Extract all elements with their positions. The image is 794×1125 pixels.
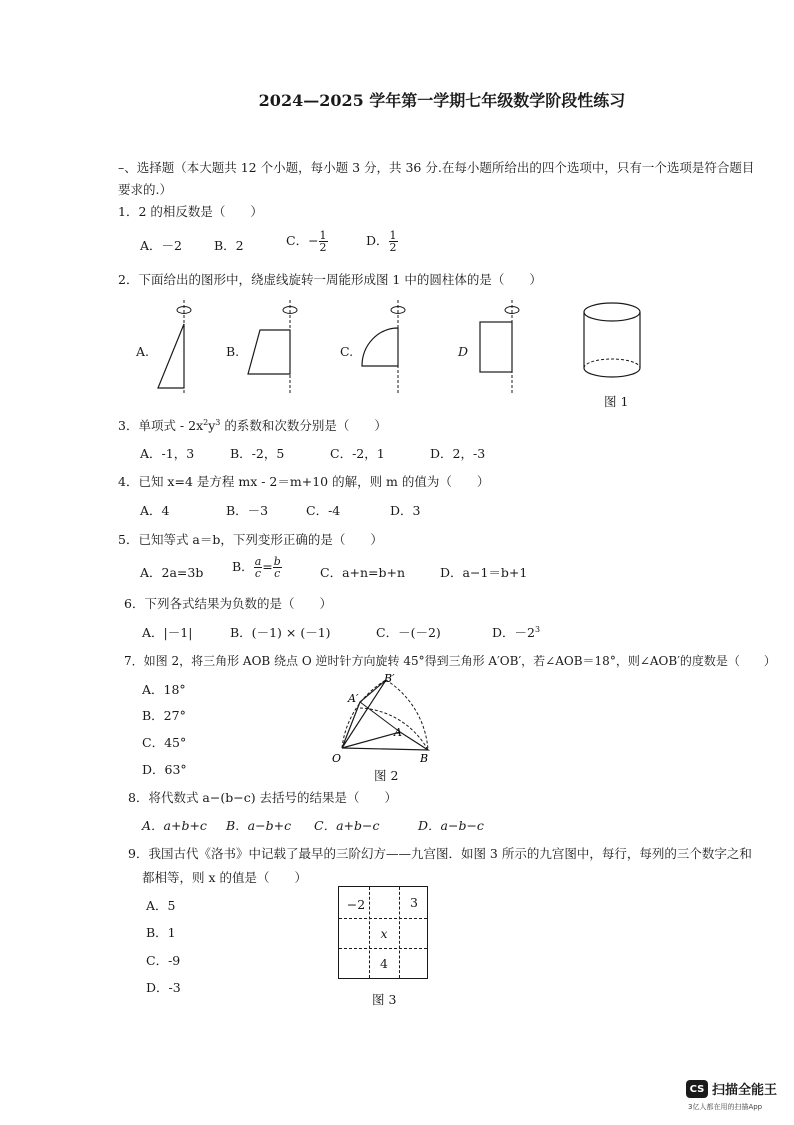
q7-label-o: O — [332, 752, 342, 765]
q7-label-a-prime: A′ — [348, 692, 359, 705]
q2-stem: 2．下面给出的图形中，绕虚线旋转一周能形成图 1 中的圆柱体的是（ ） — [118, 272, 542, 287]
q7-option-d: D．63° — [142, 762, 187, 777]
q1-option-a: A．－2 — [140, 238, 182, 253]
q9-figure-caption: 图 3 — [372, 992, 397, 1007]
q6-option-d-exp: 3 — [534, 624, 541, 634]
q4-stem: 4．已知 x=4 是方程 mx - 2＝m+10 的解，则 m 的值为（ ） — [118, 474, 490, 489]
q2-figure-a — [150, 296, 200, 396]
q1-option-c — [286, 230, 328, 253]
q2-option-c: C. — [340, 344, 354, 359]
grid-cell-r3c2: 4 — [380, 956, 388, 971]
magic-square-grid — [338, 886, 428, 979]
q8-option-b: B．a−b+c — [226, 818, 292, 833]
q6-option-d — [492, 623, 540, 641]
q1-option-d — [366, 230, 398, 253]
q2-figure-c — [358, 296, 418, 396]
q9-stem-line1: 9．我国古代《洛书》中记载了最早的三阶幻方——九宫图．如图 3 所示的九宫图中，每行，每列的三个数字之和 — [128, 846, 752, 861]
q3-stem-post: 的系数和次数分别是（ ） — [220, 418, 387, 433]
section-instructions-line1: –、选择题（本大题共 12 个小题，每小题 3 分，共 36 分.在每小题所给出的四个选项中，只有一个选项是符合题目 — [118, 160, 755, 175]
q9-option-b: B．1 — [146, 925, 176, 940]
q1-d-denominator: 2 — [389, 241, 397, 254]
q1-d-numerator: 1 — [389, 229, 397, 242]
q3-option-d: D．2，-3 — [430, 446, 486, 461]
q8-stem: 8．将代数式 a−(b−c) 去括号的结果是（ ） — [128, 790, 398, 805]
q3-option-b: B．-2，5 — [230, 446, 285, 461]
q2-figure-caption: 图 1 — [604, 394, 629, 409]
q3-sup2: 3 — [215, 417, 221, 427]
q8-option-a: A．a+b+c — [142, 818, 207, 833]
q5-option-b — [232, 556, 282, 579]
q2-option-a: A. — [136, 344, 150, 359]
q9-option-d: D．-3 — [146, 980, 181, 995]
q1-option-c-fraction — [319, 230, 328, 253]
q7-figure-caption: 图 2 — [374, 768, 399, 783]
grid-cell-r2c2: x — [380, 926, 388, 941]
q5-b-fraction-right — [273, 556, 282, 579]
q7-label-b: B — [420, 752, 429, 765]
q6-stem: 6．下列各式结果为负数的是（ ） — [124, 596, 332, 611]
q5-b-den2: c — [274, 567, 281, 580]
q2-option-d: D — [458, 344, 469, 359]
q3-stem-mid: y — [208, 418, 216, 433]
q2-figure-b — [240, 296, 310, 396]
q4-option-a: A．4 — [140, 503, 170, 518]
q9-option-a: A．5 — [146, 898, 176, 913]
grid-cell-r1c1: −2 — [346, 897, 366, 912]
q7-label-b-prime: B′ — [384, 672, 395, 685]
q9-stem-line2: 都相等，则 x 的值是（ ） — [142, 870, 307, 885]
q6-option-d-base: D．－2 — [492, 625, 535, 640]
q4-option-d: D．3 — [390, 503, 421, 518]
q5-option-b-prefix: B． — [232, 559, 254, 574]
q5-b-fraction-left — [254, 556, 263, 579]
q5-option-c: C．a+n=b+n — [320, 565, 406, 580]
grid-cell-r1c3: 3 — [410, 895, 418, 910]
q3-option-a: A．-1，3 — [140, 446, 195, 461]
q1-c-denominator: 2 — [319, 241, 327, 254]
q1-option-d-prefix: D． — [366, 233, 389, 248]
q6-option-b: B．(－1) × (－1) — [230, 625, 331, 640]
q5-b-den1: c — [254, 567, 262, 580]
page-title: 2024—2025 学年第一学期七年级数学阶段性练习 — [258, 91, 626, 110]
q5-option-d: D．a−1＝b+1 — [440, 565, 528, 580]
q1-stem: 1．2 的相反数是（ ） — [118, 204, 263, 219]
q2-figure-d — [472, 296, 532, 396]
watermark-app-name: 扫描全能王 — [712, 1083, 778, 1098]
section-instructions-line2: 要求的.） — [118, 182, 172, 197]
q8-option-c: C．a+b−c — [314, 818, 380, 833]
q1-option-d-fraction — [389, 230, 398, 253]
q7-option-a: A．18° — [142, 682, 186, 697]
q7-option-c: C．45° — [142, 735, 187, 750]
q2-option-b: B. — [226, 344, 240, 359]
q3-option-c: C．-2，1 — [330, 446, 385, 461]
q4-option-b: B．－3 — [226, 503, 269, 518]
q3-stem-pre: 3．单项式 - 2x — [118, 418, 204, 433]
q9-option-c: C．-9 — [146, 953, 181, 968]
q4-option-c: C．-4 — [306, 503, 341, 518]
q8-option-d: D．a−b−c — [418, 818, 484, 833]
q3-stem — [118, 416, 387, 434]
camscanner-logo-icon: CS — [686, 1080, 708, 1098]
q5-b-equals: = — [262, 559, 273, 574]
q2-cylinder-figure — [580, 300, 646, 382]
q5-option-a: A．2a=3b — [140, 565, 204, 580]
watermark-tagline: 3亿人都在用的扫描App — [688, 1103, 763, 1111]
q1-c-numerator: 1 — [319, 229, 327, 242]
q6-option-c: C．－(－2) — [376, 625, 441, 640]
q7-stem: 7．如图 2，将三角形 AOB 绕点 O 逆时针方向旋转 45°得到三角形 A′OB′，若∠AOB＝18°，则∠AOB′的度数是（ ） — [124, 654, 776, 668]
q6-option-a: A．|－1| — [142, 625, 193, 640]
q7-label-a: A — [394, 726, 402, 739]
q1-option-b: B．2 — [214, 238, 244, 253]
q5-b-num1: a — [254, 555, 262, 568]
q5-stem: 5．已知等式 a＝b，下列变形正确的是（ ） — [118, 532, 383, 547]
q1-option-c-prefix: C．− — [286, 233, 319, 248]
q7-option-b: B．27° — [142, 708, 186, 723]
q5-b-num2: b — [273, 555, 281, 568]
q3-sup1: 2 — [203, 417, 209, 427]
